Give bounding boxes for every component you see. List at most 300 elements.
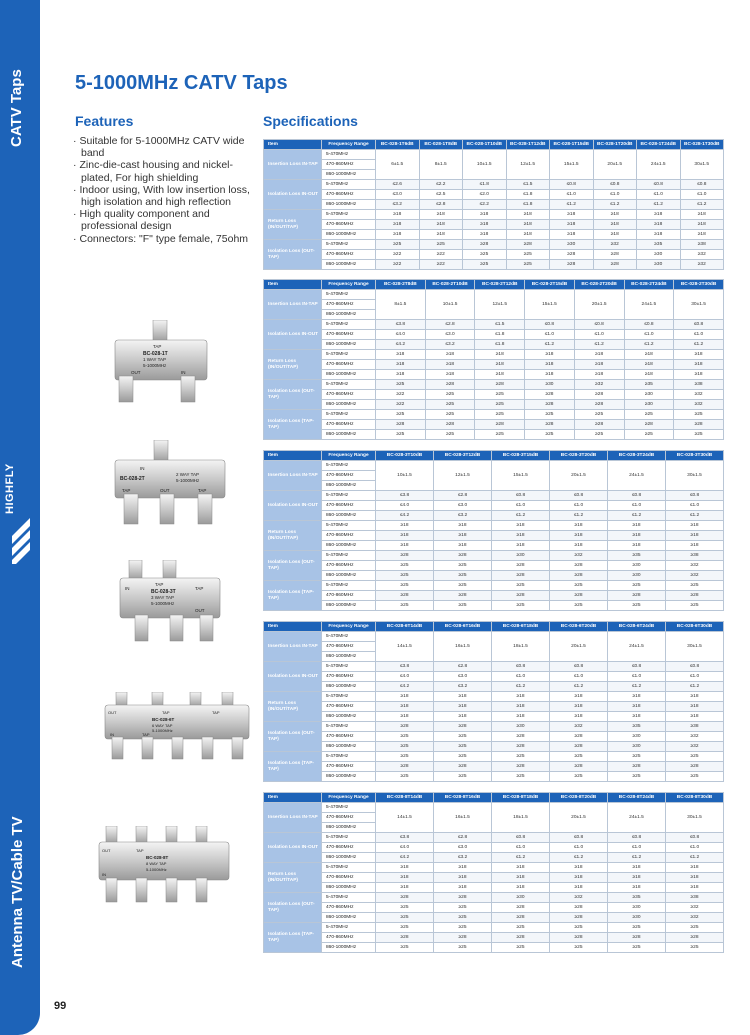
frequency-cell: 860-1000MHz xyxy=(322,340,376,350)
value-cell: 14±1.5 xyxy=(376,632,434,662)
value-cell: ≥32 xyxy=(550,551,608,561)
value-cell: ≥30 xyxy=(492,722,550,732)
value-cell: ≥25 xyxy=(376,571,434,581)
value-cell: ≥25 xyxy=(463,260,507,270)
value-cell: ≥28 xyxy=(525,390,575,400)
value-cell: ≥18 xyxy=(492,712,550,722)
group-label: Isolation Loss IN-OUT xyxy=(264,180,322,210)
value-cell: ≤1.0 xyxy=(550,501,608,511)
frequency-cell: 470-860MHz xyxy=(322,732,376,742)
table-row xyxy=(264,843,724,853)
value-cell: 8±1.5 xyxy=(419,150,463,180)
product-label: OUT xyxy=(131,370,141,375)
value-cell: ≤0.8 xyxy=(680,180,724,190)
value-cell: ≤4.2 xyxy=(376,511,434,521)
table-row xyxy=(264,410,724,420)
value-cell: ≥18 xyxy=(674,370,724,380)
value-cell: ≥25 xyxy=(463,250,507,260)
table-row xyxy=(264,722,724,732)
value-cell: ≥25 xyxy=(434,742,492,752)
frequency-cell: 860-1000MHz xyxy=(322,310,376,320)
value-cell: ≥25 xyxy=(434,913,492,923)
header-item: Item xyxy=(264,793,322,803)
value-cell: ≤3.8 xyxy=(376,833,434,843)
value-cell: ≥28 xyxy=(376,933,434,943)
value-cell: ≤1.8 xyxy=(506,190,550,200)
table-row xyxy=(264,702,724,712)
frequency-cell: 5-470MHz xyxy=(322,863,376,873)
value-cell: ≥18 xyxy=(550,692,608,702)
value-cell: ≤1.8 xyxy=(475,340,525,350)
table-row xyxy=(264,772,724,782)
frequency-cell: 470-860MHz xyxy=(322,250,376,260)
value-cell: ≥28 xyxy=(376,420,426,430)
value-cell: ≤3.8 xyxy=(376,662,434,672)
value-cell: ≤1.0 xyxy=(574,330,624,340)
product-label: IN xyxy=(181,370,186,375)
value-cell: ≥28 xyxy=(574,390,624,400)
table-row xyxy=(264,682,724,692)
table-row xyxy=(264,150,724,160)
value-cell: ≥22 xyxy=(376,250,420,260)
value-cell: ≥18 xyxy=(593,220,637,230)
value-cell: ≤1.2 xyxy=(492,853,550,863)
value-cell: ≥35 xyxy=(624,380,674,390)
value-cell: ≥18 xyxy=(608,541,666,551)
frequency-cell: 5-470MHz xyxy=(322,240,376,250)
value-cell: ≥25 xyxy=(475,400,525,410)
value-cell: ≥28 xyxy=(475,380,525,390)
value-cell: ≥28 xyxy=(376,762,434,772)
value-cell: ≥25 xyxy=(376,772,434,782)
value-cell: 18±1.5 xyxy=(492,803,550,833)
value-cell: ≥25 xyxy=(624,410,674,420)
table-row xyxy=(264,903,724,913)
value-cell: ≥25 xyxy=(608,943,666,953)
product-label: 5-1000MHz xyxy=(152,728,173,733)
value-cell: ≥30 xyxy=(525,380,575,390)
value-cell: 20±1.5 xyxy=(550,803,608,833)
value-cell: ≤1.2 xyxy=(492,682,550,692)
spec-table-2 xyxy=(263,279,724,440)
value-cell: ≥30 xyxy=(624,400,674,410)
frequency-cell: 470-860MHz xyxy=(322,672,376,682)
value-cell: ≤0.8 xyxy=(666,662,724,672)
value-cell: ≤0.8 xyxy=(492,662,550,672)
product-image-2-way-tap xyxy=(110,440,230,530)
table-row xyxy=(264,571,724,581)
table-row xyxy=(264,601,724,611)
table-row xyxy=(264,742,724,752)
group-label: Isolation Loss IN-OUT xyxy=(264,833,322,863)
frequency-cell: 5-470MHz xyxy=(322,923,376,933)
value-cell: 30±1.5 xyxy=(666,461,724,491)
value-cell: ≥25 xyxy=(666,923,724,933)
frequency-cell: 860-1000MHz xyxy=(322,742,376,752)
value-cell: ≥25 xyxy=(574,410,624,420)
table-row xyxy=(264,692,724,702)
product-label: TAP xyxy=(122,488,131,493)
table-row xyxy=(264,340,724,350)
value-cell: ≤2.8 xyxy=(434,833,492,843)
value-cell: ≥18 xyxy=(608,531,666,541)
frequency-cell: 470-860MHz xyxy=(322,843,376,853)
table-row xyxy=(264,762,724,772)
value-cell: ≥18 xyxy=(666,883,724,893)
value-cell: ≥18 xyxy=(550,702,608,712)
value-cell: 24±1.5 xyxy=(608,632,666,662)
table-row xyxy=(264,632,724,642)
group-label: Isolation Loss (OUT-TAP) xyxy=(264,551,322,581)
value-cell: ≥18 xyxy=(492,863,550,873)
frequency-cell: 5-470MHz xyxy=(322,210,376,220)
value-cell: ≥28 xyxy=(525,420,575,430)
value-cell: ≥32 xyxy=(593,240,637,250)
header-frequency: Frequency Range xyxy=(322,793,376,803)
value-cell: ≥18 xyxy=(376,702,434,712)
value-cell: ≥30 xyxy=(492,551,550,561)
frequency-cell: 470-860MHz xyxy=(322,762,376,772)
value-cell: ≥18 xyxy=(680,210,724,220)
product-label: TAP xyxy=(155,582,164,587)
frequency-cell: 5-470MHz xyxy=(322,632,376,642)
frequency-cell: 860-1000MHz xyxy=(322,481,376,491)
feature-item: · Indoor using, With low insertion loss, high isolation and high reflection xyxy=(73,184,258,208)
value-cell: ≤0.8 xyxy=(550,833,608,843)
value-cell: ≥32 xyxy=(666,903,724,913)
value-cell: ≥25 xyxy=(376,752,434,762)
frequency-cell: 470-860MHz xyxy=(322,300,376,310)
value-cell: ≥18 xyxy=(492,521,550,531)
value-cell: ≤1.0 xyxy=(666,843,724,853)
value-cell: ≥25 xyxy=(674,430,724,440)
spec-table-5 xyxy=(263,792,724,953)
value-cell: ≥28 xyxy=(593,250,637,260)
value-cell: ≤1.0 xyxy=(680,190,724,200)
group-label: Insertion Loss IN-TAP xyxy=(264,461,322,491)
features-heading: Features xyxy=(75,113,134,129)
value-cell: ≤3.2 xyxy=(376,200,420,210)
value-cell: ≥18 xyxy=(376,873,434,883)
value-cell: ≤0.8 xyxy=(492,491,550,501)
value-cell: ≥25 xyxy=(624,430,674,440)
value-cell: ≥32 xyxy=(674,400,724,410)
value-cell: ≥25 xyxy=(525,430,575,440)
value-cell: ≥28 xyxy=(550,913,608,923)
value-cell: ≥30 xyxy=(492,893,550,903)
value-cell: ≤1.2 xyxy=(550,853,608,863)
table-row xyxy=(264,581,724,591)
frequency-cell: 470-860MHz xyxy=(322,160,376,170)
value-cell: ≥18 xyxy=(425,370,475,380)
table-row xyxy=(264,561,724,571)
value-cell: ≤1.2 xyxy=(550,682,608,692)
table-row xyxy=(264,752,724,762)
value-cell: ≥25 xyxy=(666,601,724,611)
frequency-cell: 860-1000MHz xyxy=(322,823,376,833)
frequency-cell: 5-470MHz xyxy=(322,692,376,702)
value-cell: ≥25 xyxy=(574,430,624,440)
frequency-cell: 470-860MHz xyxy=(322,501,376,511)
group-label: Isolation Loss (OUT-TAP) xyxy=(264,893,322,923)
value-cell: ≥18 xyxy=(550,863,608,873)
value-cell: ≥32 xyxy=(666,913,724,923)
value-cell: ≤4.0 xyxy=(376,843,434,853)
value-cell: ≤4.2 xyxy=(376,340,426,350)
value-cell: ≤1.2 xyxy=(666,511,724,521)
value-cell: ≥25 xyxy=(434,561,492,571)
value-cell: ≤1.8 xyxy=(463,180,507,190)
value-cell: ≥18 xyxy=(434,531,492,541)
frequency-cell: 860-1000MHz xyxy=(322,170,376,180)
value-cell: ≥25 xyxy=(376,742,434,752)
value-cell: ≥25 xyxy=(376,913,434,923)
frequency-cell: 5-470MHz xyxy=(322,290,376,300)
frequency-cell: 5-470MHz xyxy=(322,551,376,561)
table-row xyxy=(264,551,724,561)
value-cell: ≥18 xyxy=(492,541,550,551)
value-cell: 12±1.5 xyxy=(475,290,525,320)
value-cell: ≥18 xyxy=(463,210,507,220)
value-cell: ≥18 xyxy=(680,230,724,240)
value-cell: ≤1.0 xyxy=(637,190,681,200)
table-row xyxy=(264,712,724,722)
value-cell: 24±1.5 xyxy=(608,803,666,833)
value-cell: ≥25 xyxy=(475,410,525,420)
value-cell: ≥25 xyxy=(376,240,420,250)
value-cell: ≥28 xyxy=(608,762,666,772)
header-model: BC-028-8T16dB xyxy=(434,793,492,803)
value-cell: 12±1.5 xyxy=(506,150,550,180)
value-cell: ≥28 xyxy=(550,732,608,742)
product-label: OUT xyxy=(195,608,205,613)
product-label: TAP xyxy=(195,586,204,591)
table-row xyxy=(264,501,724,511)
value-cell: 20±1.5 xyxy=(574,290,624,320)
frequency-cell: 5-470MHz xyxy=(322,803,376,813)
frequency-cell: 5-470MHz xyxy=(322,320,376,330)
value-cell: ≥18 xyxy=(666,692,724,702)
value-cell: ≥18 xyxy=(624,370,674,380)
value-cell: ≥25 xyxy=(376,380,426,390)
value-cell: ≥25 xyxy=(550,923,608,933)
value-cell: 20±1.5 xyxy=(550,461,608,491)
value-cell: 12±1.5 xyxy=(434,461,492,491)
table-row xyxy=(264,360,724,370)
value-cell: ≤0.8 xyxy=(674,320,724,330)
value-cell: ≤0.8 xyxy=(608,833,666,843)
value-cell: 24±1.5 xyxy=(637,150,681,180)
value-cell: ≤1.5 xyxy=(506,180,550,190)
header-model: BC-028-6T20dB xyxy=(550,622,608,632)
value-cell: ≥25 xyxy=(376,923,434,933)
value-cell: ≥25 xyxy=(492,772,550,782)
value-cell: ≥25 xyxy=(425,410,475,420)
value-cell: ≥18 xyxy=(525,370,575,380)
header-model: BC-028-1T6dB xyxy=(376,140,420,150)
value-cell: ≤2.8 xyxy=(419,200,463,210)
value-cell: ≤3.0 xyxy=(425,330,475,340)
value-cell: ≤0.8 xyxy=(492,833,550,843)
frequency-cell: 860-1000MHz xyxy=(322,682,376,692)
value-cell: ≥18 xyxy=(550,220,594,230)
value-cell: ≥28 xyxy=(434,591,492,601)
value-cell: ≥25 xyxy=(434,772,492,782)
table-row xyxy=(264,923,724,933)
value-cell: ≥25 xyxy=(608,581,666,591)
value-cell: ≥18 xyxy=(492,702,550,712)
header-model: BC-028-3T24dB xyxy=(608,451,666,461)
value-cell: ≥32 xyxy=(550,722,608,732)
table-row xyxy=(264,591,724,601)
value-cell: ≥25 xyxy=(492,923,550,933)
value-cell: ≤1.8 xyxy=(506,200,550,210)
value-cell: ≥25 xyxy=(434,571,492,581)
value-cell: ≥18 xyxy=(492,531,550,541)
header-model: BC-028-6T16dB xyxy=(434,622,492,632)
value-cell: ≤1.2 xyxy=(608,682,666,692)
value-cell: ≥18 xyxy=(550,541,608,551)
frequency-cell: 5-470MHz xyxy=(322,350,376,360)
feature-item: · High quality component and professional design xyxy=(73,208,258,232)
value-cell: ≥25 xyxy=(425,430,475,440)
table-row xyxy=(264,933,724,943)
value-cell: ≤1.0 xyxy=(550,843,608,853)
value-cell: ≥25 xyxy=(434,581,492,591)
value-cell: ≥25 xyxy=(608,772,666,782)
product-label: TAP xyxy=(162,710,170,715)
value-cell: ≤1.2 xyxy=(608,511,666,521)
value-cell: ≥28 xyxy=(550,591,608,601)
value-cell: ≥18 xyxy=(574,370,624,380)
value-cell: 16±1.5 xyxy=(434,632,492,662)
value-cell: ≥18 xyxy=(666,521,724,531)
product-label: 5-1000MHz xyxy=(151,601,175,606)
value-cell: ≥18 xyxy=(425,360,475,370)
value-cell: ≥28 xyxy=(425,380,475,390)
value-cell: ≤0.8 xyxy=(550,180,594,190)
value-cell: ≤1.0 xyxy=(593,190,637,200)
value-cell: ≥28 xyxy=(492,591,550,601)
value-cell: ≤0.8 xyxy=(666,491,724,501)
value-cell: ≥25 xyxy=(666,752,724,762)
header-model: BC-028-2T8dB xyxy=(376,280,426,290)
value-cell: ≥18 xyxy=(674,360,724,370)
value-cell: ≤2.2 xyxy=(419,180,463,190)
value-cell: ≤4.0 xyxy=(376,501,434,511)
frequency-cell: 860-1000MHz xyxy=(322,200,376,210)
value-cell: ≥28 xyxy=(492,732,550,742)
header-frequency: Frequency Range xyxy=(322,622,376,632)
value-cell: ≥28 xyxy=(492,762,550,772)
group-label: Return Loss (IN/OUT/TAP) xyxy=(264,521,322,551)
value-cell: ≥18 xyxy=(574,350,624,360)
frequency-cell: 5-470MHz xyxy=(322,833,376,843)
table-row xyxy=(264,662,724,672)
frequency-cell: 860-1000MHz xyxy=(322,541,376,551)
value-cell: ≥25 xyxy=(434,923,492,933)
value-cell: ≥28 xyxy=(550,250,594,260)
table-row xyxy=(264,672,724,682)
feature-item: · Connectors: "F" type female, 75ohm xyxy=(73,233,258,245)
value-cell: ≥18 xyxy=(376,360,426,370)
value-cell: ≤2.8 xyxy=(425,320,475,330)
table-row xyxy=(264,250,724,260)
frequency-cell: 470-860MHz xyxy=(322,390,376,400)
value-cell: ≥25 xyxy=(434,732,492,742)
value-cell: ≤0.8 xyxy=(525,320,575,330)
table-row xyxy=(264,883,724,893)
value-cell: ≥18 xyxy=(608,521,666,531)
table-row xyxy=(264,370,724,380)
value-cell: ≤3.8 xyxy=(376,491,434,501)
value-cell: ≥18 xyxy=(376,350,426,360)
product-label: 3 WAY TAP xyxy=(151,595,175,600)
header-model: BC-028-2T12dB xyxy=(475,280,525,290)
value-cell: ≥25 xyxy=(434,601,492,611)
value-cell: ≤1.2 xyxy=(666,853,724,863)
value-cell: 24±1.5 xyxy=(608,461,666,491)
frequency-cell: 860-1000MHz xyxy=(322,400,376,410)
value-cell: ≤1.0 xyxy=(674,330,724,340)
value-cell: ≥18 xyxy=(624,350,674,360)
product-label: OUT xyxy=(108,710,117,715)
sidebar-category-label: CATV Taps xyxy=(8,69,25,147)
spec-table-4 xyxy=(263,621,724,782)
value-cell: ≥28 xyxy=(492,561,550,571)
value-cell: ≥18 xyxy=(434,541,492,551)
header-model: BC-028-3T15dB xyxy=(492,451,550,461)
product-label: TAP xyxy=(198,488,207,493)
value-cell: ≤1.0 xyxy=(624,330,674,340)
value-cell: ≥18 xyxy=(608,873,666,883)
value-cell: ≥25 xyxy=(425,400,475,410)
value-cell: ≥28 xyxy=(674,420,724,430)
value-cell: ≥18 xyxy=(376,230,420,240)
value-cell: ≥18 xyxy=(475,360,525,370)
value-cell: ≥18 xyxy=(475,350,525,360)
frequency-cell: 860-1000MHz xyxy=(322,511,376,521)
product-label: BC-028-2T xyxy=(120,476,145,482)
value-cell: ≥30 xyxy=(550,240,594,250)
value-cell: ≥18 xyxy=(463,220,507,230)
value-cell: ≥28 xyxy=(434,551,492,561)
value-cell: ≥25 xyxy=(608,752,666,762)
value-cell: ≤1.0 xyxy=(492,843,550,853)
value-cell: ≤4.2 xyxy=(376,682,434,692)
value-cell: ≥18 xyxy=(463,230,507,240)
header-model: BC-028-3T10dB xyxy=(376,451,434,461)
value-cell: ≥25 xyxy=(550,752,608,762)
value-cell: ≥18 xyxy=(492,883,550,893)
value-cell: ≤1.2 xyxy=(674,340,724,350)
value-cell: ≥28 xyxy=(492,742,550,752)
value-cell: ≥28 xyxy=(574,420,624,430)
value-cell: ≥18 xyxy=(550,873,608,883)
value-cell: ≥30 xyxy=(608,571,666,581)
value-cell: ≥32 xyxy=(674,390,724,400)
value-cell: ≤3.8 xyxy=(376,320,426,330)
table-row xyxy=(264,420,724,430)
frequency-cell: 5-470MHz xyxy=(322,380,376,390)
table-row xyxy=(264,511,724,521)
header-item: Item xyxy=(264,280,322,290)
value-cell: ≥18 xyxy=(550,230,594,240)
value-cell: ≥18 xyxy=(666,863,724,873)
header-model: BC-028-8T14dB xyxy=(376,793,434,803)
frequency-cell: 5-470MHz xyxy=(322,461,376,471)
value-cell: ≥28 xyxy=(550,762,608,772)
